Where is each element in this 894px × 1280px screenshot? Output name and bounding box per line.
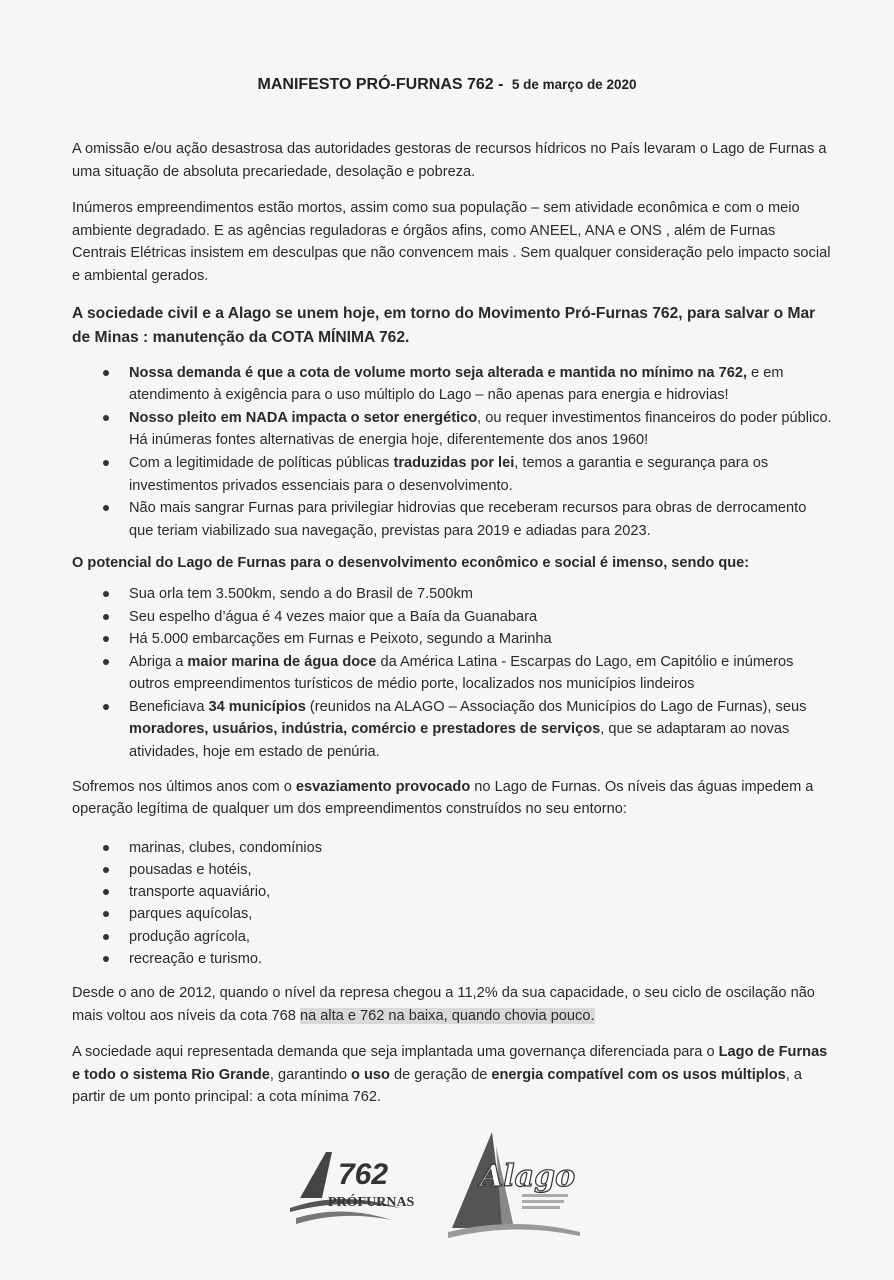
demands-list — [72, 362, 832, 543]
since-paragraph: Desde o ano de 2012, quando o nível da represa chegou a 11,2% da sua capacidade, o seu ciclo de oscilação não mais voltou aos níveis da cota 768 na alta e 762 na baixa, quando chovia pouco. — [72, 985, 815, 1024]
enterprise-item: transporte aquaviário, — [72, 881, 832, 903]
potential-item-5: Beneficiava 34 municípios (reunidos na ALAGO – Associação dos Municípios do Lago de Furnas), seus moradores, usuários, indústria, comércio e prestadores de serviços, que se adaptaram ao novas atividades, hoje em estado de penúria. — [72, 696, 832, 764]
demand-item-3: Com a legitimidade de políticas públicas traduzidas por lei, temos a garantia e segurança para os investimentos privados essenciais para o desenvolvimento. — [72, 452, 832, 497]
document-title — [0, 76, 894, 94]
wave-icon — [296, 1211, 392, 1224]
enterprise-item: parques aquícolas, — [72, 903, 832, 925]
logo-profurnas-text: PRÓFURNAS — [328, 1195, 415, 1210]
demand-item-2: Nosso pleito em NADA impacta o setor energético, ou requer investimentos financeiros do poder público. Há inúmeras fontes alternativas de energia hoje, diferentemente dos anos 1960! — [72, 407, 832, 452]
potential-list — [72, 583, 832, 764]
title-date: 5 de março de 2020 — [511, 77, 637, 92]
intro-paragraph-2: Inúmeros empreendimentos estão mortos, assim como sua população – sem atividade econômica e com o meio ambiente degradado. E as agências reguladoras e órgãos afins, como ANEEL, ANA e ONS , além de Furnas Centrais Elétricas insistem em desculpas que não convencem mais . Sem qualquer consideração pelo impacto social e ambiental gerados. — [72, 200, 831, 284]
highlighted-text: na alta e 762 na baixa, quando chovia pouco. — [299, 1007, 595, 1024]
profurnas-762-logo — [282, 1146, 422, 1230]
alago-text: Alago — [480, 1159, 576, 1194]
enterprise-item: marinas, clubes, condomínios — [72, 837, 832, 859]
title-text: MANIFESTO PRÓ-FURNAS 762 - — [257, 76, 504, 93]
logo-762-number: 762 — [338, 1158, 389, 1191]
enterprises-list — [72, 837, 832, 970]
potential-item-4: Abriga a maior marina de água doce da América Latina - Escarpas do Lago, em Capitólio e inúmeros outros empreendimentos turísticos de médio porte, localizados nos municípios lindeiros — [72, 651, 832, 696]
enterprise-item: recreação e turismo. — [72, 948, 832, 970]
suffer-paragraph: Sofremos nos últimos anos com o esvaziamento provocado no Lago de Furnas. Os níveis das águas impedem a operação legítima de qualquer um dos empreendimentos construídos no seu entorno: — [72, 778, 814, 818]
closing-paragraph: A sociedade aqui representada demanda que seja implantada uma governança diferenciada para o Lago de Furnas e todo o sistema Rio Grande, garantindo o uso de geração de energia compatível com os usos múltiplos, a partir de um ponto principal: a cota mínima 762. — [72, 1044, 828, 1106]
potential-item-2: Seu espelho d’água é 4 vezes maior que a Baía da Guanabara — [72, 606, 832, 629]
enterprise-item: pousadas e hotéis, — [72, 859, 832, 881]
demand-item-4: Não mais sangrar Furnas para privilegiar hidrovias que receberam recursos para obras de derrocamento que teriam viabilizado sua navegação, previstas para 2019 e adiadas para 2023. — [72, 497, 832, 542]
potential-item-1: Sua orla tem 3.500km, sendo a do Brasil de 7.500km — [72, 583, 832, 606]
lead-statement: A sociedade civil e a Alago se unem hoje, em torno do Movimento Pró-Furnas 762, para salvar o Mar de Minas : manutenção da COTA MÍNIMA 762. — [72, 304, 816, 346]
sail-icon — [300, 1152, 332, 1198]
enterprise-item: produção agrícola, — [72, 926, 832, 948]
logos-row — [0, 1128, 894, 1248]
potential-heading: O potencial do Lago de Furnas para o desenvolvimento econômico e social é imenso, sendo que: — [72, 555, 750, 572]
intro-paragraph-1: A omissão e/ou ação desastrosa das autoridades gestoras de recursos hídricos no País levaram o Lago de Furnas a uma situação de absoluta precariedade, desolação e pobreza. — [72, 141, 827, 180]
demand-item-1: Nossa demanda é que a cota de volume morto seja alterada e mantida no mínimo na 762, e em atendimento à exigência para o uso múltiplo do Lago – não apenas para energia e hidrovias! — [72, 362, 832, 407]
document-body — [72, 138, 832, 1123]
alago-logo — [444, 1128, 584, 1240]
potential-item-3: Há 5.000 embarcações em Furnas e Peixoto, segundo a Marinha — [72, 628, 832, 651]
